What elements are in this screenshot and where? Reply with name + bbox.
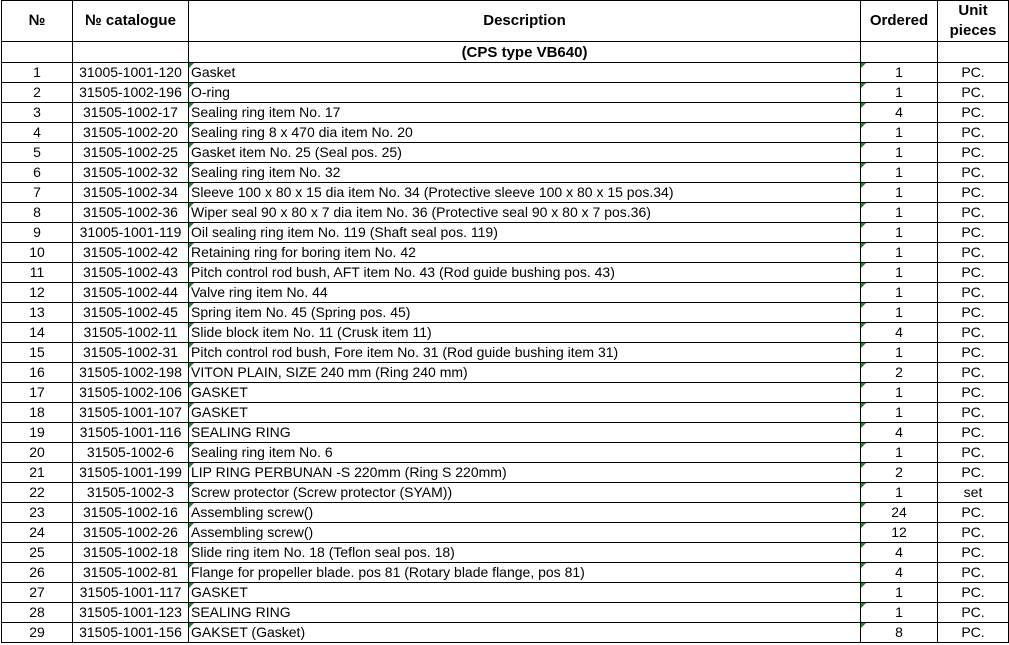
- header-catalogue: № catalogue: [73, 1, 189, 42]
- header-unit-pieces: [938, 1, 1009, 42]
- row-number: 11: [2, 263, 73, 283]
- row-ordered: 2: [861, 363, 938, 383]
- table-row: [2, 383, 1009, 403]
- header-no: №: [2, 1, 73, 42]
- row-number: 23: [2, 503, 73, 523]
- table-row: [2, 603, 1009, 623]
- row-description: GASKET: [189, 583, 861, 603]
- table-row: [2, 63, 1009, 83]
- row-unit: PC.: [938, 363, 1009, 383]
- table-row: [2, 223, 1009, 243]
- row-description: O-ring: [189, 83, 861, 103]
- row-ordered: 1: [861, 123, 938, 143]
- table-row: [2, 283, 1009, 303]
- row-description: Sealing ring 8 x 470 dia item No. 20: [189, 123, 861, 143]
- row-unit: PC.: [938, 603, 1009, 623]
- row-ordered: 1: [861, 83, 938, 103]
- row-number: 1: [2, 63, 73, 83]
- row-ordered: 1: [861, 343, 938, 363]
- table-row: [2, 503, 1009, 523]
- row-number: 5: [2, 143, 73, 163]
- row-ordered: 1: [861, 403, 938, 423]
- row-catalogue: 31005-1001-119: [73, 223, 189, 243]
- row-unit: PC.: [938, 523, 1009, 543]
- row-ordered: 1: [861, 263, 938, 283]
- row-number: 7: [2, 183, 73, 203]
- row-number: 9: [2, 223, 73, 243]
- row-number: 6: [2, 163, 73, 183]
- row-number: 28: [2, 603, 73, 623]
- table-row: [2, 183, 1009, 203]
- row-number: 8: [2, 203, 73, 223]
- row-catalogue: 31505-1002-45: [73, 303, 189, 323]
- row-description: Gasket item No. 25 (Seal pos. 25): [189, 143, 861, 163]
- row-unit: PC.: [938, 263, 1009, 283]
- row-description: Pitch control rod bush, AFT item No. 43 (Rod guide bushing pos. 43): [189, 263, 861, 283]
- row-catalogue: 31005-1001-120: [73, 63, 189, 83]
- row-unit: PC.: [938, 563, 1009, 583]
- row-catalogue: 31505-1002-36: [73, 203, 189, 223]
- row-number: 3: [2, 103, 73, 123]
- row-ordered: 1: [861, 603, 938, 623]
- table-row: [2, 443, 1009, 463]
- row-unit: PC.: [938, 463, 1009, 483]
- row-ordered: 1: [861, 223, 938, 243]
- table-row: [2, 523, 1009, 543]
- table-row: [2, 243, 1009, 263]
- row-unit: PC.: [938, 63, 1009, 83]
- row-description: VITON PLAIN, SIZE 240 mm (Ring 240 mm): [189, 363, 861, 383]
- section-row: [2, 42, 1009, 63]
- section-empty-cell: [2, 42, 73, 63]
- row-ordered: 1: [861, 483, 938, 503]
- row-catalogue: 31505-1001-117: [73, 583, 189, 603]
- table-row: [2, 123, 1009, 143]
- row-catalogue: 31505-1002-42: [73, 243, 189, 263]
- row-catalogue: 31505-1002-17: [73, 103, 189, 123]
- row-description: Valve ring item No. 44: [189, 283, 861, 303]
- row-ordered: 4: [861, 543, 938, 563]
- row-catalogue: 31505-1002-81: [73, 563, 189, 583]
- table-row: [2, 203, 1009, 223]
- header-unit-line2: pieces: [949, 22, 997, 39]
- row-number: 25: [2, 543, 73, 563]
- row-catalogue: 31505-1002-31: [73, 343, 189, 363]
- table-row: [2, 83, 1009, 103]
- row-description: Flange for propeller blade. pos 81 (Rotary blade flange, pos 81): [189, 563, 861, 583]
- row-unit: PC.: [938, 503, 1009, 523]
- row-unit: PC.: [938, 443, 1009, 463]
- row-unit: PC.: [938, 83, 1009, 103]
- row-number: 12: [2, 283, 73, 303]
- header-ordered: Ordered: [861, 1, 938, 42]
- row-catalogue: 31505-1002-106: [73, 383, 189, 403]
- row-catalogue: 31505-1002-198: [73, 363, 189, 383]
- row-catalogue: 31505-1002-26: [73, 523, 189, 543]
- row-catalogue: 31505-1002-32: [73, 163, 189, 183]
- row-unit: PC.: [938, 543, 1009, 563]
- row-description: Assembling screw(): [189, 523, 861, 543]
- row-ordered: 1: [861, 283, 938, 303]
- row-number: 4: [2, 123, 73, 143]
- row-description: Assembling screw(): [189, 503, 861, 523]
- row-catalogue: 31505-1001-156: [73, 623, 189, 643]
- row-unit: PC.: [938, 303, 1009, 323]
- header-unit-line1: Unit: [958, 2, 988, 19]
- row-number: 10: [2, 243, 73, 263]
- row-description: Gasket: [189, 63, 861, 83]
- row-unit: PC.: [938, 583, 1009, 603]
- row-number: 2: [2, 83, 73, 103]
- row-description: LIP RING PERBUNAN -S 220mm (Ring S 220mm): [189, 463, 861, 483]
- row-description: Sealing ring item No. 17: [189, 103, 861, 123]
- table-row: [2, 143, 1009, 163]
- row-description: Pitch control rod bush, Fore item No. 31 (Rod guide bushing item 31): [189, 343, 861, 363]
- row-unit: PC.: [938, 103, 1009, 123]
- row-description: Spring item No. 45 (Spring pos. 45): [189, 303, 861, 323]
- table-row: [2, 623, 1009, 643]
- table-row: [2, 343, 1009, 363]
- row-ordered: 24: [861, 503, 938, 523]
- row-unit: PC.: [938, 343, 1009, 363]
- row-unit: PC.: [938, 403, 1009, 423]
- table-row: [2, 563, 1009, 583]
- row-unit: PC.: [938, 223, 1009, 243]
- row-unit: PC.: [938, 243, 1009, 263]
- row-catalogue: 31505-1001-123: [73, 603, 189, 623]
- row-description: Retaining ring for boring item No. 42: [189, 243, 861, 263]
- table-row: [2, 303, 1009, 323]
- row-description: SEALING RING: [189, 603, 861, 623]
- row-description: Wiper seal 90 x 80 x 7 dia item No. 36 (Protective seal 90 x 80 x 7 pos.36): [189, 203, 861, 223]
- row-catalogue: 31505-1002-20: [73, 123, 189, 143]
- parts-table: [1, 0, 1009, 643]
- row-description: Slide block item No. 11 (Crusk item 11): [189, 323, 861, 343]
- row-unit: PC.: [938, 423, 1009, 443]
- row-description: Screw protector (Screw protector (SYAM)): [189, 483, 861, 503]
- row-number: 14: [2, 323, 73, 343]
- row-ordered: 8: [861, 623, 938, 643]
- row-catalogue: 31505-1002-44: [73, 283, 189, 303]
- row-ordered: 1: [861, 203, 938, 223]
- row-number: 15: [2, 343, 73, 363]
- row-ordered: 4: [861, 323, 938, 343]
- row-description: GAKSET (Gasket): [189, 623, 861, 643]
- row-number: 19: [2, 423, 73, 443]
- section-empty-cell: [861, 42, 938, 63]
- row-catalogue: 31505-1001-107: [73, 403, 189, 423]
- row-unit: PC.: [938, 123, 1009, 143]
- row-ordered: 12: [861, 523, 938, 543]
- row-catalogue: 31505-1002-34: [73, 183, 189, 203]
- row-number: 17: [2, 383, 73, 403]
- row-unit: PC.: [938, 383, 1009, 403]
- row-description: Sealing ring item No. 6: [189, 443, 861, 463]
- row-number: 18: [2, 403, 73, 423]
- row-ordered: 1: [861, 443, 938, 463]
- table-row: [2, 363, 1009, 383]
- row-number: 24: [2, 523, 73, 543]
- header-description: Description: [189, 1, 861, 42]
- row-number: 27: [2, 583, 73, 603]
- row-unit: set: [938, 483, 1009, 503]
- row-number: 29: [2, 623, 73, 643]
- row-description: Sleeve 100 x 80 x 15 dia item No. 34 (Protective sleeve 100 x 80 x 15 pos.34): [189, 183, 861, 203]
- table-row: [2, 463, 1009, 483]
- row-unit: PC.: [938, 623, 1009, 643]
- table-row: [2, 583, 1009, 603]
- row-number: 13: [2, 303, 73, 323]
- section-empty-cell: [73, 42, 189, 63]
- row-description: GASKET: [189, 383, 861, 403]
- row-description: Sealing ring item No. 32: [189, 163, 861, 183]
- row-unit: PC.: [938, 283, 1009, 303]
- table-row: [2, 263, 1009, 283]
- row-unit: PC.: [938, 203, 1009, 223]
- row-catalogue: 31505-1002-43: [73, 263, 189, 283]
- table-row: [2, 403, 1009, 423]
- row-catalogue: 31505-1002-6: [73, 443, 189, 463]
- table-row: [2, 103, 1009, 123]
- table-row: [2, 483, 1009, 503]
- row-unit: PC.: [938, 143, 1009, 163]
- section-title: (CPS type VB640): [189, 42, 861, 63]
- row-catalogue: 31505-1002-11: [73, 323, 189, 343]
- row-unit: PC.: [938, 183, 1009, 203]
- row-number: 20: [2, 443, 73, 463]
- row-ordered: 4: [861, 103, 938, 123]
- row-catalogue: 31505-1002-3: [73, 483, 189, 503]
- row-number: 21: [2, 463, 73, 483]
- row-unit: PC.: [938, 323, 1009, 343]
- row-catalogue: 31505-1002-18: [73, 543, 189, 563]
- row-ordered: 1: [861, 583, 938, 603]
- row-ordered: 1: [861, 183, 938, 203]
- row-description: Oil sealing ring item No. 119 (Shaft seal pos. 119): [189, 223, 861, 243]
- row-description: SEALING RING: [189, 423, 861, 443]
- row-description: GASKET: [189, 403, 861, 423]
- row-number: 26: [2, 563, 73, 583]
- row-ordered: 1: [861, 163, 938, 183]
- row-ordered: 1: [861, 63, 938, 83]
- row-ordered: 2: [861, 463, 938, 483]
- row-catalogue: 31505-1001-199: [73, 463, 189, 483]
- row-catalogue: 31505-1002-16: [73, 503, 189, 523]
- row-number: 22: [2, 483, 73, 503]
- row-number: 16: [2, 363, 73, 383]
- section-empty-cell: [938, 42, 1009, 63]
- header-row: [2, 1, 1009, 42]
- row-catalogue: 31505-1001-116: [73, 423, 189, 443]
- row-ordered: 4: [861, 563, 938, 583]
- row-unit: PC.: [938, 163, 1009, 183]
- row-catalogue: 31505-1002-196: [73, 83, 189, 103]
- row-ordered: 1: [861, 303, 938, 323]
- row-ordered: 1: [861, 143, 938, 163]
- row-catalogue: 31505-1002-25: [73, 143, 189, 163]
- row-ordered: 1: [861, 243, 938, 263]
- row-description: Slide ring item No. 18 (Teflon seal pos. 18): [189, 543, 861, 563]
- row-ordered: 1: [861, 383, 938, 403]
- row-ordered: 4: [861, 423, 938, 443]
- table-row: [2, 323, 1009, 343]
- table-row: [2, 423, 1009, 443]
- table-row: [2, 163, 1009, 183]
- table-row: [2, 543, 1009, 563]
